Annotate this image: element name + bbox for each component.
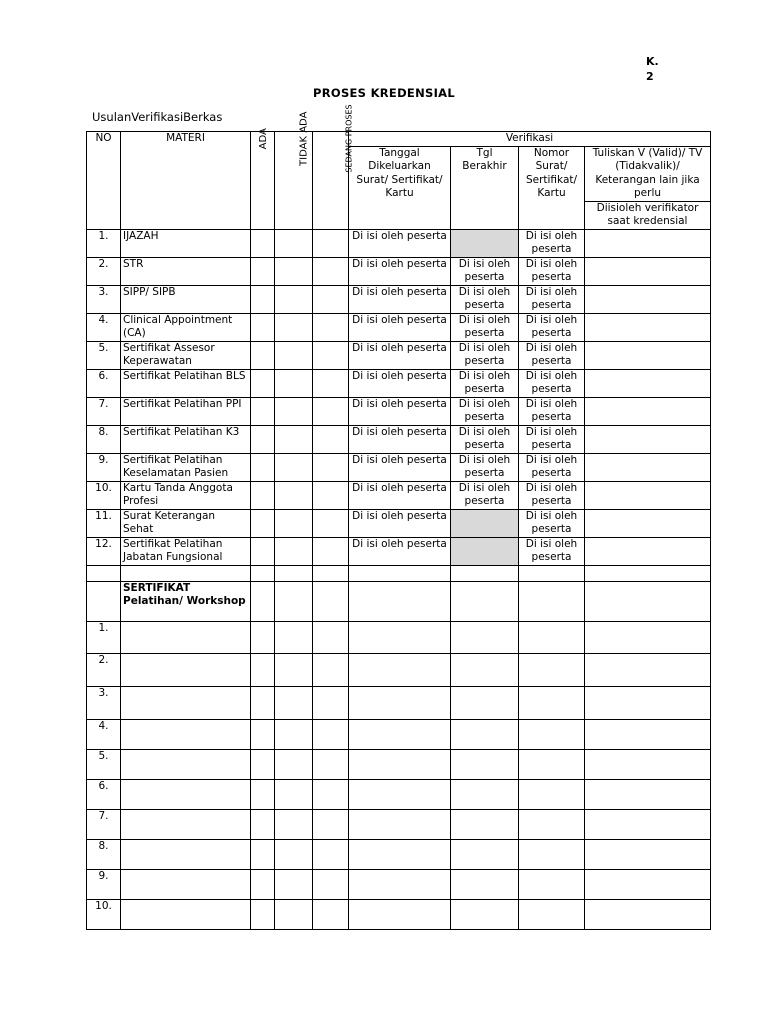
row-number: 7.	[87, 397, 121, 425]
workshop-cell[interactable]	[349, 719, 451, 749]
workshop-cell[interactable]	[251, 653, 275, 686]
table-row	[87, 257, 711, 285]
workshop-cell[interactable]	[275, 779, 313, 809]
row-materi: Sertifikat Pelatihan Keselamatan Pasien	[121, 453, 251, 481]
workshop-cell[interactable]	[275, 621, 313, 653]
workshop-cell[interactable]	[451, 869, 519, 899]
workshop-cell[interactable]	[275, 686, 313, 719]
row-number: 6.	[87, 369, 121, 397]
nomor-cell[interactable]: Di isi oleh peserta	[519, 229, 585, 257]
workshop-cell[interactable]	[121, 719, 251, 749]
row-number: 8.	[87, 425, 121, 453]
table-row	[87, 313, 711, 341]
sedang-proses-cell[interactable]	[313, 285, 349, 313]
table-row	[87, 509, 711, 537]
row-materi: Kartu Tanda Anggota Profesi	[121, 481, 251, 509]
workshop-row	[87, 686, 711, 719]
workshop-cell[interactable]	[451, 621, 519, 653]
workshop-cell[interactable]	[121, 809, 251, 839]
workshop-cell[interactable]	[349, 869, 451, 899]
empty-cell	[87, 565, 121, 581]
table-row	[87, 537, 711, 565]
workshop-cell[interactable]	[121, 621, 251, 653]
tidak-ada-cell[interactable]	[275, 257, 313, 285]
workshop-cell[interactable]	[585, 749, 711, 779]
page-title: PROSES KREDENSIAL	[312, 86, 456, 100]
workshop-cell[interactable]	[275, 869, 313, 899]
empty-cell	[313, 565, 349, 581]
empty-cell	[251, 565, 275, 581]
workshop-cell[interactable]	[451, 779, 519, 809]
sedang-proses-cell[interactable]	[313, 509, 349, 537]
nomor-cell[interactable]: Di isi oleh peserta	[519, 397, 585, 425]
workshop-cell[interactable]	[349, 686, 451, 719]
workshop-number: 1.	[87, 621, 121, 653]
workshop-cell[interactable]	[349, 809, 451, 839]
row-number: 9.	[87, 453, 121, 481]
row-materi: Sertifikat Pelatihan K3	[121, 425, 251, 453]
header-diisi-verifikator: Diisioleh verifikator saat kredensial	[585, 201, 711, 229]
table-row	[87, 481, 711, 509]
workshop-number: 2.	[87, 653, 121, 686]
workshop-row	[87, 749, 711, 779]
workshop-row	[87, 839, 711, 869]
ada-cell[interactable]	[251, 509, 275, 537]
tanggal-cell[interactable]: Di isi oleh peserta	[349, 369, 451, 397]
workshop-cell[interactable]	[313, 719, 349, 749]
tanggal-cell[interactable]: Di isi oleh peserta	[349, 509, 451, 537]
workshop-cell[interactable]	[121, 749, 251, 779]
workshop-row	[87, 621, 711, 653]
nomor-cell[interactable]: Di isi oleh peserta	[519, 425, 585, 453]
workshop-cell[interactable]	[313, 899, 349, 929]
keterangan-cell[interactable]	[585, 313, 711, 341]
tanggal-cell[interactable]: Di isi oleh peserta	[349, 425, 451, 453]
workshop-cell[interactable]	[585, 779, 711, 809]
page-subtitle: UsulanVerifikasiBerkas	[92, 110, 223, 124]
sedang-proses-cell[interactable]	[313, 229, 349, 257]
ada-cell[interactable]	[251, 397, 275, 425]
empty-cell	[121, 565, 251, 581]
nomor-cell[interactable]: Di isi oleh peserta	[519, 257, 585, 285]
tanggal-cell[interactable]: Di isi oleh peserta	[349, 285, 451, 313]
workshop-cell[interactable]	[585, 653, 711, 686]
header-verifikasi: Verifikasi	[349, 132, 711, 147]
workshop-cell[interactable]	[519, 686, 585, 719]
workshop-cell[interactable]	[349, 779, 451, 809]
workshop-cell[interactable]	[275, 719, 313, 749]
workshop-cell[interactable]	[121, 686, 251, 719]
workshop-row	[87, 779, 711, 809]
tgl-berakhir-cell[interactable]: Di isi oleh peserta	[451, 369, 519, 397]
table-row	[87, 397, 711, 425]
document-code: K. 2	[646, 55, 659, 83]
row-number: 10.	[87, 481, 121, 509]
workshop-number: 9.	[87, 869, 121, 899]
workshop-cell[interactable]	[519, 899, 585, 929]
nomor-cell[interactable]: Di isi oleh peserta	[519, 313, 585, 341]
workshop-cell[interactable]	[275, 839, 313, 869]
section-title: SERTIFIKAT Pelatihan/ Workshop	[121, 581, 251, 621]
tgl-berakhir-cell[interactable]: Di isi oleh peserta	[451, 257, 519, 285]
tanggal-cell[interactable]: Di isi oleh peserta	[349, 453, 451, 481]
workshop-cell[interactable]	[585, 686, 711, 719]
row-number: 3.	[87, 285, 121, 313]
workshop-number: 7.	[87, 809, 121, 839]
workshop-cell[interactable]	[585, 899, 711, 929]
ada-cell[interactable]	[251, 285, 275, 313]
workshop-cell[interactable]	[451, 899, 519, 929]
empty-cell	[451, 565, 519, 581]
ada-cell[interactable]	[251, 369, 275, 397]
header-tanggal: Tanggal Dikeluarkan Surat/ Sertifikat/ Kartu	[349, 146, 451, 229]
empty-cell	[275, 565, 313, 581]
row-number: 2.	[87, 257, 121, 285]
sedang-proses-cell[interactable]	[313, 453, 349, 481]
workshop-number: 8.	[87, 839, 121, 869]
ada-cell[interactable]	[251, 537, 275, 565]
header-tidak-ada: TIDAK ADA	[275, 132, 313, 230]
tgl-berakhir-cell[interactable]	[451, 509, 519, 537]
tidak-ada-cell[interactable]	[275, 313, 313, 341]
ada-cell[interactable]	[251, 313, 275, 341]
tidak-ada-cell[interactable]	[275, 229, 313, 257]
workshop-cell[interactable]	[251, 839, 275, 869]
nomor-cell[interactable]: Di isi oleh peserta	[519, 509, 585, 537]
sedang-proses-cell[interactable]	[313, 537, 349, 565]
workshop-cell[interactable]	[519, 749, 585, 779]
nomor-cell[interactable]: Di isi oleh peserta	[519, 453, 585, 481]
sedang-proses-cell[interactable]	[313, 481, 349, 509]
keterangan-cell[interactable]	[585, 257, 711, 285]
nomor-cell[interactable]: Di isi oleh peserta	[519, 285, 585, 313]
row-materi: STR	[121, 257, 251, 285]
row-number: 12.	[87, 537, 121, 565]
tidak-ada-cell[interactable]	[275, 285, 313, 313]
sedang-proses-cell[interactable]	[313, 425, 349, 453]
workshop-cell[interactable]	[519, 869, 585, 899]
table-row	[87, 369, 711, 397]
header-ada: ADA	[251, 132, 275, 230]
workshop-cell[interactable]	[121, 653, 251, 686]
workshop-row	[87, 809, 711, 839]
tgl-berakhir-cell[interactable]: Di isi oleh peserta	[451, 341, 519, 369]
workshop-cell[interactable]	[275, 809, 313, 839]
keterangan-cell[interactable]	[585, 397, 711, 425]
tanggal-cell[interactable]: Di isi oleh peserta	[349, 257, 451, 285]
workshop-cell[interactable]	[121, 779, 251, 809]
table-row	[87, 285, 711, 313]
tidak-ada-cell[interactable]	[275, 537, 313, 565]
keterangan-cell[interactable]	[585, 481, 711, 509]
empty-cell	[519, 565, 585, 581]
workshop-cell[interactable]	[349, 621, 451, 653]
empty-cell[interactable]	[585, 581, 711, 621]
row-materi: Surat Keterangan Sehat	[121, 509, 251, 537]
workshop-cell[interactable]	[313, 839, 349, 869]
table-row	[87, 425, 711, 453]
tgl-berakhir-cell[interactable]: Di isi oleh peserta	[451, 285, 519, 313]
workshop-cell[interactable]	[451, 686, 519, 719]
workshop-cell[interactable]	[251, 779, 275, 809]
workshop-cell[interactable]	[519, 809, 585, 839]
tidak-ada-cell[interactable]	[275, 397, 313, 425]
workshop-cell[interactable]	[121, 839, 251, 869]
nomor-cell[interactable]: Di isi oleh peserta	[519, 341, 585, 369]
workshop-cell[interactable]	[349, 749, 451, 779]
workshop-cell[interactable]	[519, 779, 585, 809]
workshop-cell[interactable]	[349, 839, 451, 869]
empty-cell	[87, 581, 121, 621]
header-tuliskan: Tuliskan V (Valid)/ TV (Tidakvalik)/ Keterangan lain jika perlu	[585, 146, 711, 201]
workshop-cell[interactable]	[519, 653, 585, 686]
workshop-number: 10.	[87, 899, 121, 929]
tanggal-cell[interactable]: Di isi oleh peserta	[349, 481, 451, 509]
tgl-berakhir-cell[interactable]: Di isi oleh peserta	[451, 397, 519, 425]
keterangan-cell[interactable]	[585, 509, 711, 537]
tgl-berakhir-cell[interactable]: Di isi oleh peserta	[451, 453, 519, 481]
row-materi: IJAZAH	[121, 229, 251, 257]
table-row	[87, 341, 711, 369]
nomor-cell[interactable]: Di isi oleh peserta	[519, 537, 585, 565]
tanggal-cell[interactable]: Di isi oleh peserta	[349, 537, 451, 565]
keterangan-cell[interactable]	[585, 285, 711, 313]
workshop-cell[interactable]	[585, 719, 711, 749]
header-sedang-proses: SEDANG PROSES	[313, 132, 349, 230]
workshop-cell[interactable]	[251, 621, 275, 653]
workshop-cell[interactable]	[313, 809, 349, 839]
empty-cell[interactable]	[519, 581, 585, 621]
workshop-cell[interactable]	[251, 686, 275, 719]
workshop-cell[interactable]	[251, 719, 275, 749]
workshop-row	[87, 719, 711, 749]
workshop-number: 4.	[87, 719, 121, 749]
header-materi: MATERI	[121, 132, 251, 230]
row-materi: Clinical Appointment (CA)	[121, 313, 251, 341]
ada-cell[interactable]	[251, 481, 275, 509]
workshop-cell[interactable]	[585, 809, 711, 839]
row-number: 4.	[87, 313, 121, 341]
ada-cell[interactable]	[251, 341, 275, 369]
workshop-cell[interactable]	[451, 809, 519, 839]
workshop-cell[interactable]	[585, 839, 711, 869]
workshop-cell[interactable]	[451, 749, 519, 779]
keterangan-cell[interactable]	[585, 369, 711, 397]
sedang-proses-cell[interactable]	[313, 341, 349, 369]
workshop-cell[interactable]	[585, 621, 711, 653]
row-number: 5.	[87, 341, 121, 369]
workshop-cell[interactable]	[451, 653, 519, 686]
sedang-proses-cell[interactable]	[313, 257, 349, 285]
tgl-berakhir-cell[interactable]: Di isi oleh peserta	[451, 425, 519, 453]
workshop-cell[interactable]	[313, 869, 349, 899]
workshop-row	[87, 869, 711, 899]
row-materi: Sertifikat Pelatihan PPI	[121, 397, 251, 425]
table-row	[87, 229, 711, 257]
workshop-cell[interactable]	[349, 899, 451, 929]
header-nomor: Nomor Surat/ Sertifikat/ Kartu	[519, 146, 585, 229]
workshop-cell[interactable]	[313, 779, 349, 809]
ada-cell[interactable]	[251, 257, 275, 285]
tgl-berakhir-cell[interactable]	[451, 229, 519, 257]
tanggal-cell[interactable]: Di isi oleh peserta	[349, 397, 451, 425]
empty-cell[interactable]	[313, 581, 349, 621]
tanggal-cell[interactable]: Di isi oleh peserta	[349, 341, 451, 369]
section-row	[87, 581, 711, 621]
keterangan-cell[interactable]	[585, 229, 711, 257]
workshop-cell[interactable]	[121, 899, 251, 929]
workshop-cell[interactable]	[451, 719, 519, 749]
workshop-cell[interactable]	[585, 869, 711, 899]
keterangan-cell[interactable]	[585, 341, 711, 369]
sedang-proses-cell[interactable]	[313, 313, 349, 341]
tidak-ada-cell[interactable]	[275, 481, 313, 509]
tgl-berakhir-cell[interactable]	[451, 537, 519, 565]
nomor-cell[interactable]: Di isi oleh peserta	[519, 481, 585, 509]
workshop-row	[87, 653, 711, 686]
row-materi: Sertifikat Assesor Keperawatan	[121, 341, 251, 369]
tanggal-cell[interactable]: Di isi oleh peserta	[349, 229, 451, 257]
workshop-cell[interactable]	[313, 749, 349, 779]
tidak-ada-cell[interactable]	[275, 341, 313, 369]
keterangan-cell[interactable]	[585, 453, 711, 481]
keterangan-cell[interactable]	[585, 425, 711, 453]
workshop-cell[interactable]	[275, 749, 313, 779]
workshop-row	[87, 899, 711, 929]
workshop-cell[interactable]	[251, 809, 275, 839]
tidak-ada-cell[interactable]	[275, 425, 313, 453]
empty-cell[interactable]	[349, 581, 451, 621]
empty-cell[interactable]	[451, 581, 519, 621]
workshop-cell[interactable]	[519, 719, 585, 749]
table-row	[87, 453, 711, 481]
tanggal-cell[interactable]: Di isi oleh peserta	[349, 313, 451, 341]
sedang-proses-cell[interactable]	[313, 369, 349, 397]
row-number: 1.	[87, 229, 121, 257]
header-no: NO	[87, 132, 121, 230]
workshop-cell[interactable]	[121, 869, 251, 899]
ada-cell[interactable]	[251, 425, 275, 453]
workshop-cell[interactable]	[519, 621, 585, 653]
workshop-cell[interactable]	[349, 653, 451, 686]
sedang-proses-cell[interactable]	[313, 397, 349, 425]
empty-cell	[349, 565, 451, 581]
row-materi: Sertifikat Pelatihan BLS	[121, 369, 251, 397]
ada-cell[interactable]	[251, 453, 275, 481]
header-tgl-berakhir: Tgl Berakhir	[451, 146, 519, 229]
tidak-ada-cell[interactable]	[275, 509, 313, 537]
workshop-number: 5.	[87, 749, 121, 779]
row-materi: Sertifikat Pelatihan Jabatan Fungsional	[121, 537, 251, 565]
workshop-cell[interactable]	[313, 686, 349, 719]
nomor-cell[interactable]: Di isi oleh peserta	[519, 369, 585, 397]
workshop-cell[interactable]	[275, 899, 313, 929]
workshop-number: 3.	[87, 686, 121, 719]
workshop-number: 6.	[87, 779, 121, 809]
tgl-berakhir-cell[interactable]: Di isi oleh peserta	[451, 313, 519, 341]
tgl-berakhir-cell[interactable]: Di isi oleh peserta	[451, 481, 519, 509]
tidak-ada-cell[interactable]	[275, 453, 313, 481]
ada-cell[interactable]	[251, 229, 275, 257]
keterangan-cell[interactable]	[585, 537, 711, 565]
workshop-cell[interactable]	[251, 869, 275, 899]
workshop-cell[interactable]	[313, 653, 349, 686]
workshop-cell[interactable]	[251, 749, 275, 779]
empty-cell[interactable]	[275, 581, 313, 621]
empty-cell[interactable]	[251, 581, 275, 621]
tidak-ada-cell[interactable]	[275, 369, 313, 397]
spacer-row	[87, 565, 711, 581]
workshop-cell[interactable]	[451, 839, 519, 869]
workshop-cell[interactable]	[275, 653, 313, 686]
workshop-cell[interactable]	[313, 621, 349, 653]
row-number: 11.	[87, 509, 121, 537]
workshop-cell[interactable]	[251, 899, 275, 929]
workshop-cell[interactable]	[519, 839, 585, 869]
empty-cell	[585, 565, 711, 581]
row-materi: SIPP/ SIPB	[121, 285, 251, 313]
